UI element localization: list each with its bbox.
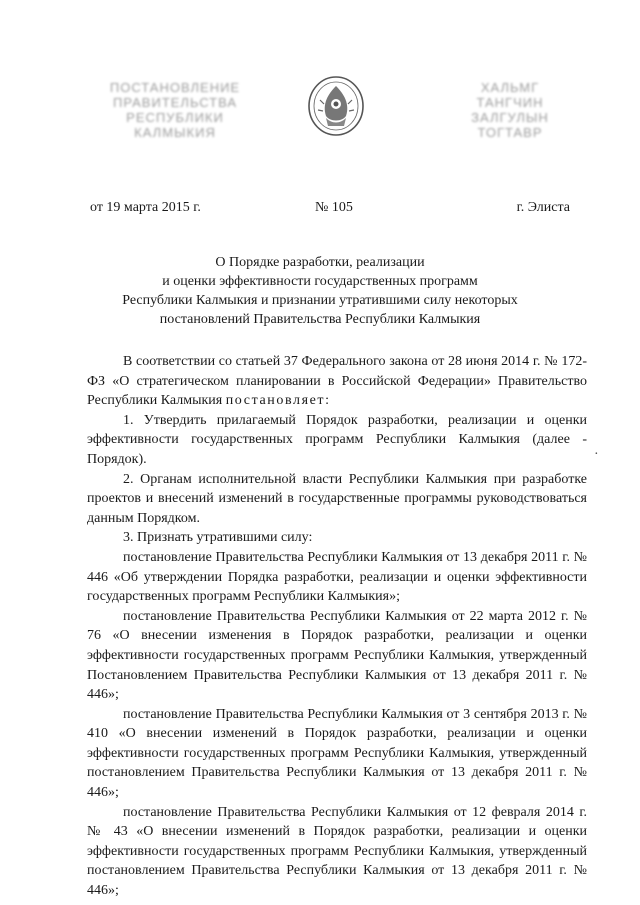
- document-number: № 105: [315, 200, 353, 215]
- paragraph-3: 3. Признать утратившими силу:: [123, 530, 313, 546]
- paragraph-1: 1. Утвердить прилагаемый Порядок разработки, реализации и оценки эффективности государственных программ Республики Калмыкия (далее - Порядок).: [87, 412, 587, 467]
- title-line: О Порядке разработки, реализации: [215, 255, 425, 270]
- scan-speck: ·: [594, 447, 599, 462]
- intro-text: В соответствии со статьей 37 Федерального закона от 28 июня 2014 г. № 172-ФЗ «О стратегическом планировании в Российской Федерации» Правительство Республики Калмыкия: [87, 354, 587, 409]
- letterhead-right-line: ЗАЛГУЛЫН: [471, 110, 549, 125]
- paragraph-7: постановление Правительства Республики Калмыкия от 12 февраля 2014 г. № 43 «О внесении изменений в Порядок разработки, реализации и оценки эффективности государственных программ Республики Калмыкия, утвержденный постановлением Правительства Республики Калмыкия от 13 декабря 2011 г. № 446»;: [87, 804, 587, 899]
- document-city: г. Элиста: [516, 200, 570, 215]
- document-title: [100, 253, 540, 329]
- letterhead-left: [100, 80, 250, 140]
- intro-paragraph: [87, 352, 587, 411]
- document-date: от 19 марта 2015 г.: [90, 200, 201, 215]
- letterhead-right-line: ТОГТАВР: [477, 125, 543, 140]
- letterhead-left-line: КАЛМЫКИЯ: [134, 125, 216, 140]
- paragraph-2: 2. Органам исполнительной власти Республики Калмыкия при разработке проектов и внесений изменений в государственные программы руководствоваться данным Порядком.: [87, 471, 587, 526]
- date-line: [90, 200, 570, 220]
- decree-word: постановляет:: [225, 393, 331, 409]
- letterhead-left-line: ПРАВИТЕЛЬСТВА: [112, 95, 238, 110]
- paragraph-4: постановление Правительства Республики Калмыкия от 13 декабря 2011 г. № 446 «Об утверждении Порядка разработки, реализации и оценки эффективности государственных программ Республики Калмыкия»;: [87, 549, 587, 605]
- letterhead-right-line: ХАЛЬМГ: [480, 80, 540, 95]
- paragraph-5: постановление Правительства Республики Калмыкия от 22 марта 2012 г. № 76 «О внесении изменения в Порядок разработки, реализации и оценки эффективности государственных программ Республики Калмыкия, утвержденный Постановлением Правительства Республики Калмыкия от 13 декабря 2011 г. № 446»;: [87, 608, 587, 703]
- title-line: Республики Калмыкия и признании утратившими силу некоторых: [122, 293, 518, 308]
- letterhead-left-line: РЕСПУБЛИКИ: [126, 110, 224, 125]
- document-body: [87, 352, 587, 901]
- letterhead-right: [455, 80, 565, 140]
- emblem-icon: [306, 74, 366, 138]
- letterhead-left-line: ПОСТАНОВЛЕНИЕ: [109, 80, 241, 95]
- title-line: постановлений Правительства Республики Калмыкия: [159, 312, 481, 327]
- letterhead-right-line: ТАНГЧИН: [476, 95, 544, 110]
- paragraph-6: постановление Правительства Республики Калмыкия от 3 сентября 2013 г. № 410 «О внесении изменений в Порядок разработки, реализации и оценки эффективности государственных программ Республики Калмыкия, утвержденный постановлением Правительства Республики Калмыкия от 13 декабря 2011 г. № 446»;: [87, 706, 587, 801]
- title-line: и оценки эффективности государственных программ: [162, 274, 478, 289]
